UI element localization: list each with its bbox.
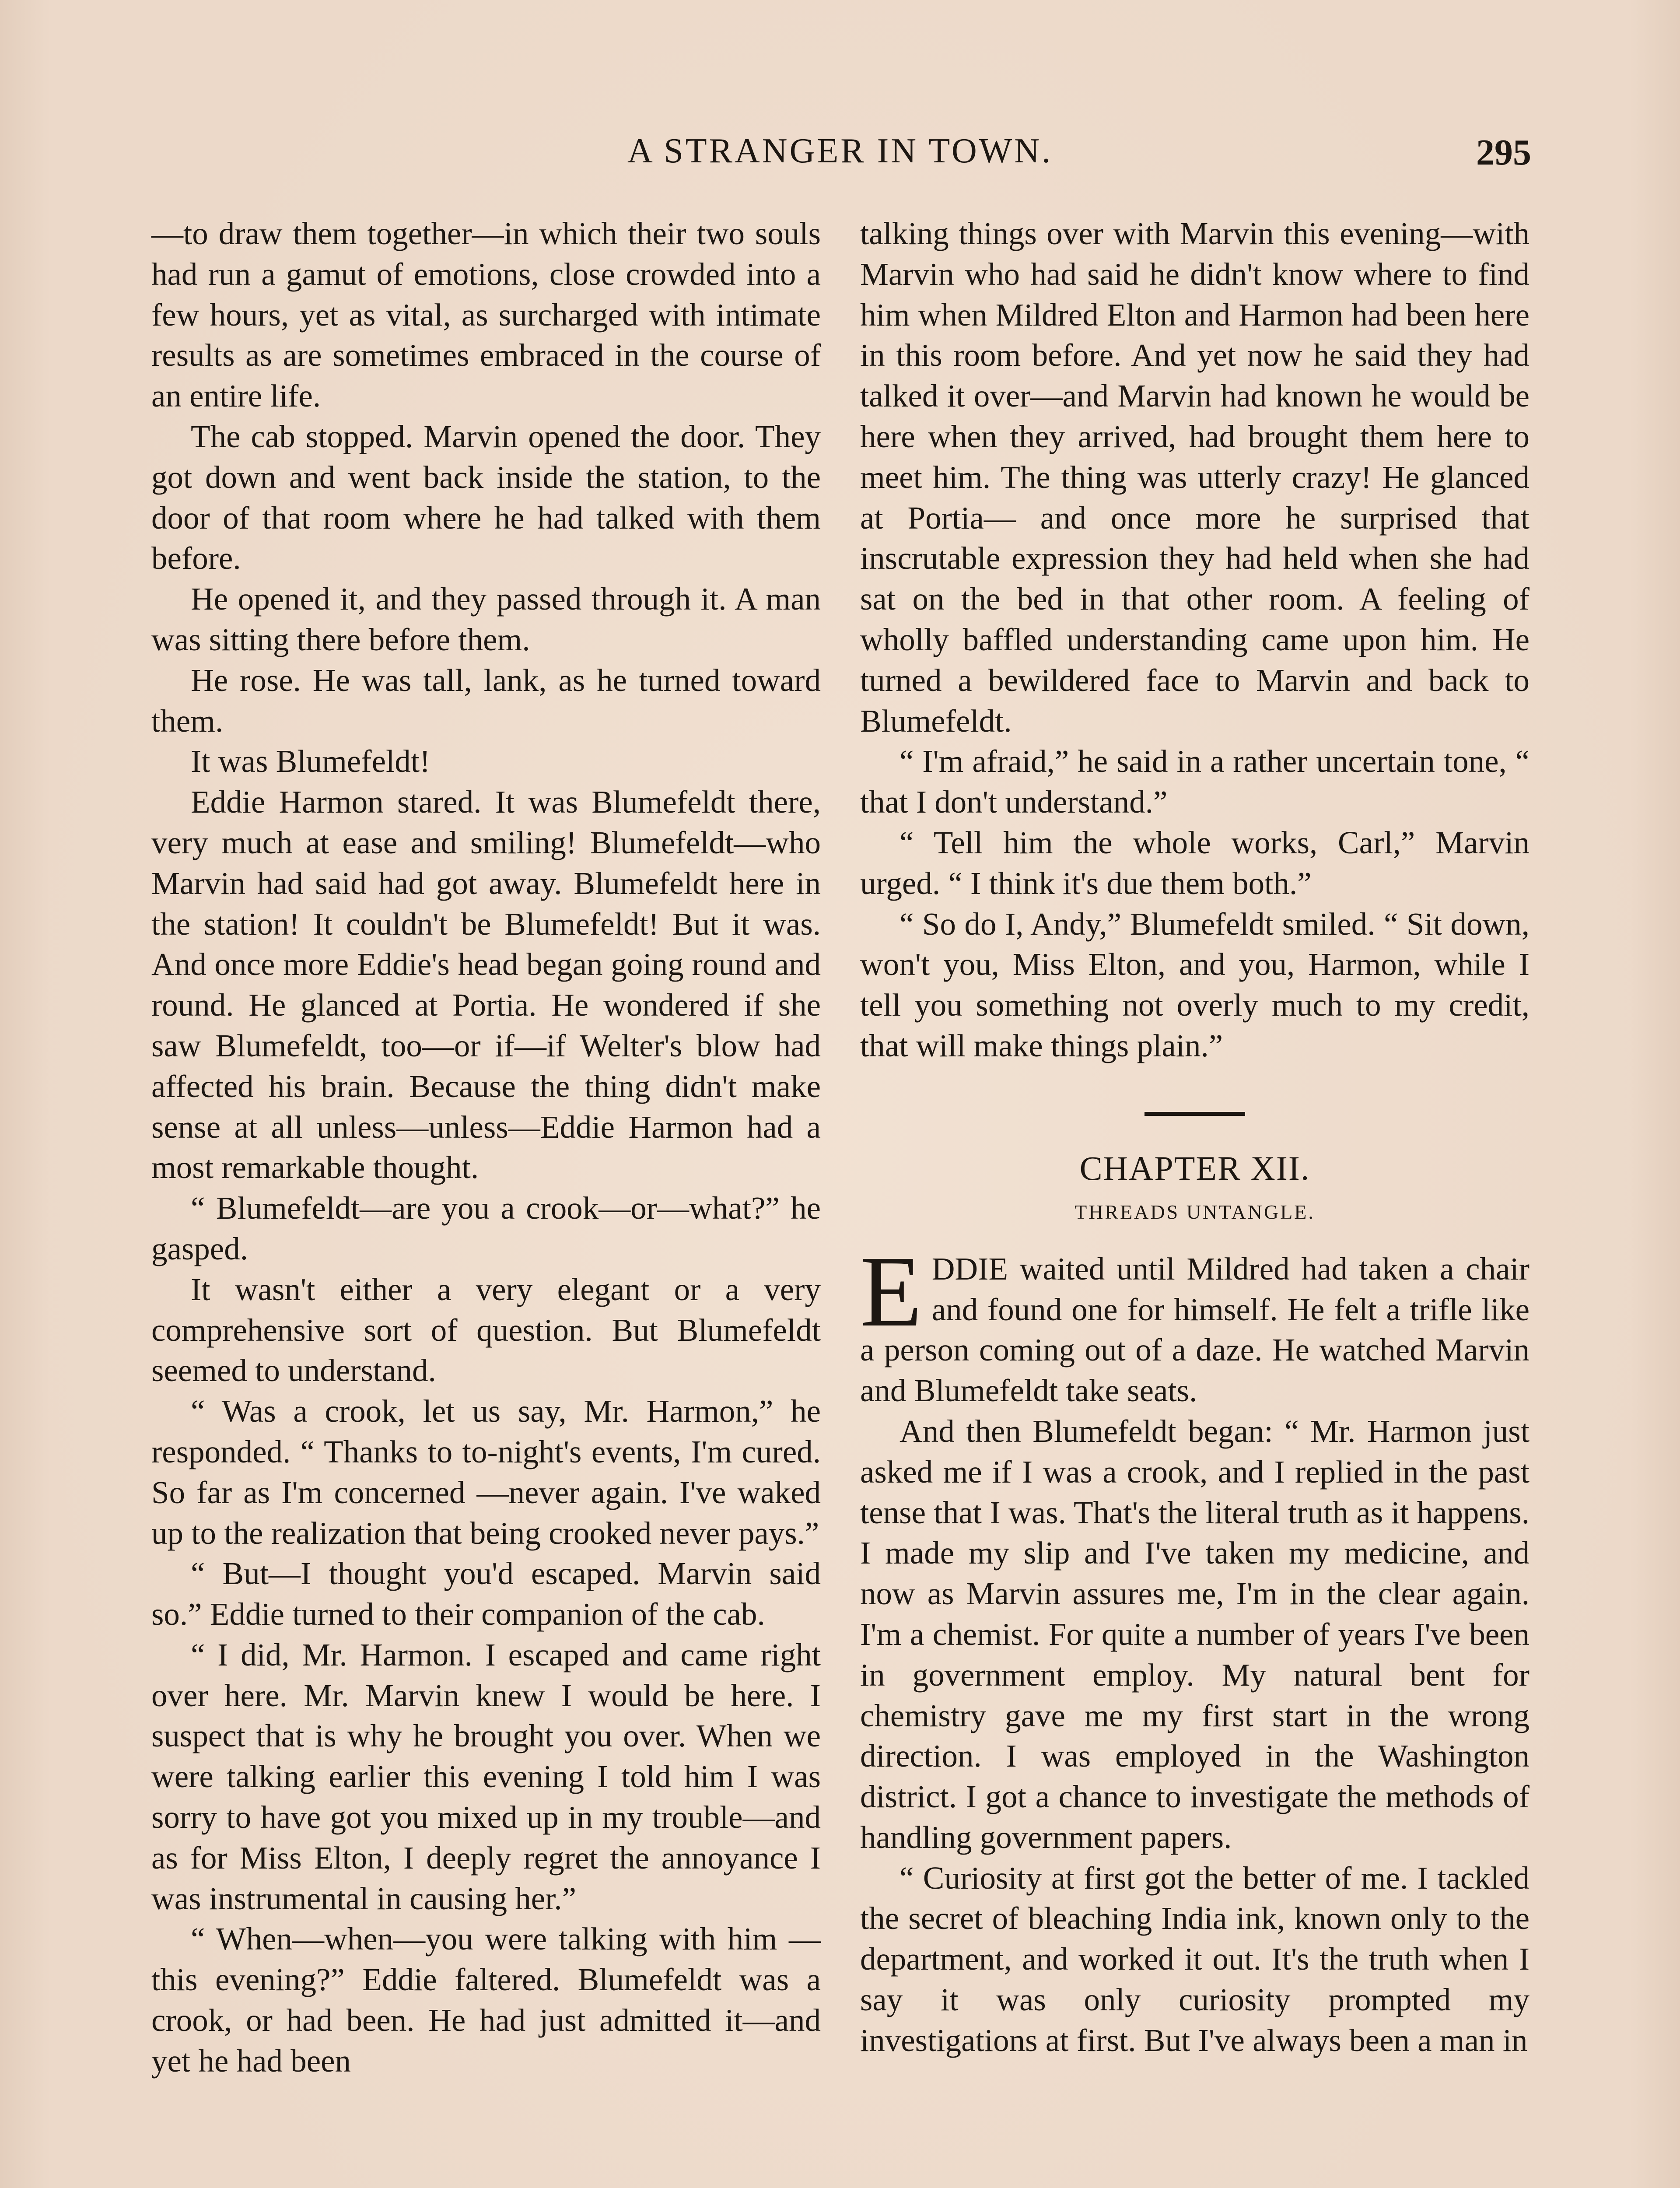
- right-column: [860, 214, 1530, 2061]
- paragraph: talking things over with Marvin this evening—with Marvin who had said he didn't know where to find him when Mildred Elton and Harmon had been here in this room before. And yet now he said they had talked it over—and Marvin had known he would be here when they arrived, had brought them here to meet him. The thing was utterly crazy! He glanced at Portia— and once more he surprised that inscrutable expression they had held when she had sat on the bed in that other room. A feeling of wholly baffled understanding came upon him. He turned a bewildered face to Marvin and back to Blumefeldt.: [860, 216, 1530, 739]
- section-divider: [1144, 1112, 1245, 1116]
- paragraph: “ Blumefeldt—are you a crook—or—what?” he gasped.: [151, 1190, 821, 1266]
- left-column: [151, 214, 821, 2082]
- chapter-opening-text: DDIE waited until Mildred had taken a chair and found one for himself. He felt a trifle like a person coming out of a daze. He watched Marvin and Blumefeldt take seats.: [860, 1251, 1530, 1409]
- paragraph: —to draw them together—in which their two souls had run a gamut of emotions, close crowded into a few hours, yet as vital, as surcharged with intimate results as are sometimes embraced in the course of an entire life.: [151, 216, 821, 414]
- paragraph: It wasn't either a very elegant or a very comprehensive sort of question. But Blumefeldt seemed to understand.: [151, 1271, 821, 1389]
- paragraph: He opened it, and they passed through it. A man was sitting there before them.: [151, 581, 821, 657]
- paragraph: “ I'm afraid,” he said in a rather uncertain tone, “ that I don't understand.”: [860, 743, 1530, 820]
- chapter-opening-paragraph: [860, 1235, 1530, 1411]
- paragraph: The cab stopped. Marvin opened the door. They got down and went back inside the station, to the door of that room where he had talked with them before.: [151, 418, 821, 576]
- paragraph: “ I did, Mr. Harmon. I escaped and came right over here. Mr. Marvin knew I would be here. I suspect that is why he brought you over. When we were talking earlier this evening I told him I was sorry to have got you mixed up in my trouble—and as for Miss Elton, I deeply regret the annoyance I was instrumental in causing her.”: [151, 1637, 821, 1916]
- running-title: A STRANGER IN TOWN.: [627, 132, 1053, 170]
- paragraph: “ Tell him the whole works, Carl,” Marvin urged. “ I think it's due them both.”: [860, 824, 1530, 901]
- paragraph: Eddie Harmon stared. It was Blumefeldt there, very much at ease and smiling! Blumefeldt—who Marvin had said had got away. Blumefeldt here in the station! It couldn't be Blumefeldt! But it was. And once more Eddie's head began going round and round. He glanced at Portia. He wondered if she saw Blumefeldt, too—or if—if Welter's blow had affected his brain. Because the thing didn't make sense at all unless—unless—Eddie Harmon had a most remarkable thought.: [151, 784, 821, 1185]
- paragraph: And then Blumefeldt began: “ Mr. Harmon just asked me if I was a crook, and I replied in the past tense that I was. That's the literal truth as it happens. I made my slip and I've taken my medicine, and now as Marvin assures me, I'm in the clear again. I'm a chemist. For quite a number of years I've been in government employ. My natural bent for chemistry gave me my first start in the wrong direction. I was employed in the Washington district. I got a chance to investigate the methods of handling government papers.: [860, 1413, 1530, 1855]
- page-number: 295: [1476, 132, 1531, 173]
- chapter-title: CHAPTER XII.: [1079, 1149, 1310, 1187]
- paragraph: “ But—I thought you'd escaped. Marvin said so.” Eddie turned to their companion of the cab.: [151, 1556, 821, 1632]
- paragraph: It was Blumefeldt!: [191, 743, 430, 779]
- paragraph: “ So do I, Andy,” Blumefeldt smiled. “ Sit down, won't you, Miss Elton, and you, Harmon, while I tell you something not overly much to my credit, that will make things plain.”: [860, 906, 1530, 1063]
- chapter-subtitle: THREADS UNTANGLE.: [1074, 1200, 1315, 1223]
- paragraph: “ Curiosity at first got the better of me. I tackled the secret of bleaching India ink, known only to the department, and worked it out. It's the truth when I say it was only curiosity prompted my investigations at first. But I've always been a man in: [860, 1860, 1530, 2058]
- paragraph: “ Was a crook, let us say, Mr. Harmon,” he responded. “ Thanks to to-night's events, I'm cured. So far as I'm concerned —never again. I've waked up to the realization that being crooked never pays.”: [151, 1393, 821, 1551]
- paragraph: “ When—when—you were talking with him — this evening?” Eddie faltered. Blumefeldt was a crook, or had been. He had just admitted it—and yet he had been: [151, 1921, 821, 2079]
- drop-cap: E: [860, 1235, 922, 1348]
- paragraph: He rose. He was tall, lank, as he turned toward them.: [151, 662, 821, 739]
